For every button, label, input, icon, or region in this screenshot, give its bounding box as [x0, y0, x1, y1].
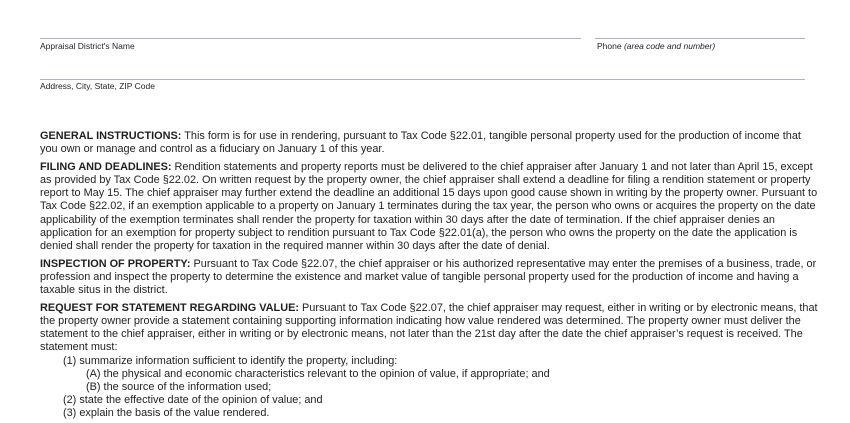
section-heading: FILING AND DEADLINES: [40, 161, 172, 174]
section-text: Pursuant to Tax Code §22.07, the chief appraiser may request, either in writing or by electronic means, that the property owner provide a statement containing supporting information indicating how value rendered was determined. The property owner must deliver the statement to the chief appraiser, either in writing or by electronic means, not later than the 21st day after the date the chief appraiser’s request is received. The statement must: [40, 302, 818, 354]
section-text: Pursuant to Tax Code §22.07, the chief appraiser or his authorized representative may enter the premises of a business, trade, or profession and inspect the property to determine the existence and market value of tangible personal property used for the production of income and having a taxable situs in the district. [40, 257, 817, 297]
section-heading: REQUEST FOR STATEMENT REGARDING VALUE: [40, 302, 299, 315]
general-instructions [40, 130, 820, 156]
statement-requirements-list [40, 355, 820, 420]
phone-hint: (area code and number) [623, 41, 716, 51]
list-item: (2) state the effective date of the opinion of value; and [63, 393, 323, 406]
appraisal-district-name-field[interactable] [40, 38, 581, 39]
phone-field[interactable] [595, 38, 805, 39]
list-item: (3) explain the basis of the value rendered. [63, 406, 270, 419]
filing-and-deadlines [40, 161, 820, 253]
section-heading: INSPECTION OF PROPERTY: [40, 257, 191, 270]
list-item: (1) summarize information sufficient to identify the property, including: [63, 354, 398, 367]
section-text: Rendition statements and property reports must be delivered to the chief appraiser after January 1 and not later than April 15, except as provided by Tax Code §22.02. On written request by the property owner, the chief appraiser shall extend a deadline for filing a rendition statement or property report to May 15. The chief appraiser may further extend the deadline an additional 15 days upon good cause shown in writing by the property owner. Pursuant to Tax Code §22.02, if an exemption applicable to a property on January 1 terminates during the tax year, the person who owns or acquires the property on the date applicability of the exemption terminates shall render the property for taxation within 30 days after the date of termination. If the chief appraiser denies an application for an exemption for property subject to rendition pursuant to Tax Code §22.01(a), the person who owns the property on the date the application is denied shall render the property for taxation in the required manner within 30 days after the date of denial. [40, 161, 818, 252]
phone-label [597, 41, 715, 51]
appraisal-district-name-label: Appraisal District's Name [40, 41, 135, 51]
instructions-body [40, 130, 820, 420]
section-text: This form is for use in rendering, pursuant to Tax Code §22.01, tangible personal property used for the production of income that you own or manage and control as a fiduciary on January 1 of this year. [40, 130, 801, 156]
list-item: (A) the physical and economic characteristics relevant to the opinion of value, if appropriate; and [86, 367, 550, 380]
section-heading: GENERAL INSTRUCTIONS: [40, 130, 182, 142]
list-item: (B) the source of the information used; [86, 380, 272, 393]
address-field[interactable] [40, 79, 805, 80]
address-label: Address, City, State, ZIP Code [40, 81, 155, 91]
phone-label-text: Phone [597, 41, 622, 51]
inspection-of-property [40, 258, 820, 297]
request-for-statement [40, 302, 820, 354]
